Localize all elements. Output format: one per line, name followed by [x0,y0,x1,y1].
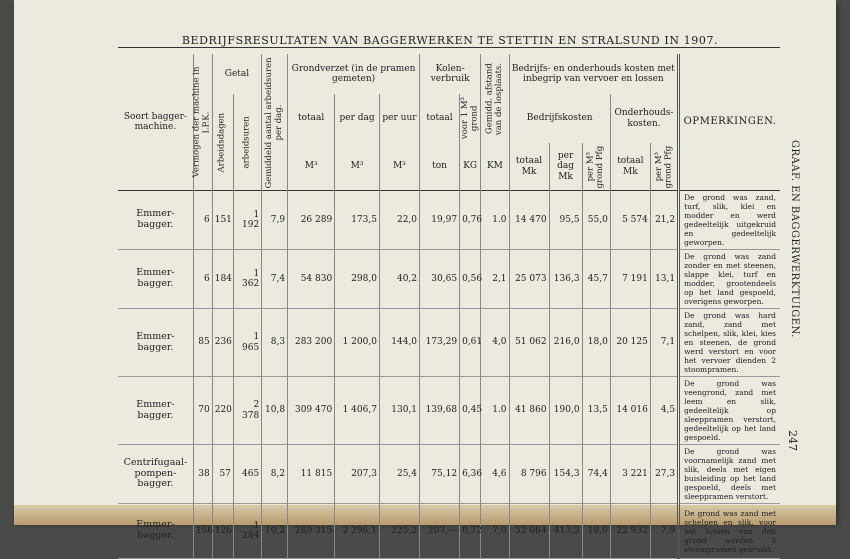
cell-remark: De grond was zand, turf, slik, klei en modder en werd gedeeltelijk uitgekruid en gedeeltelijk geworpen. [679,191,780,250]
cell-kolen-kg: 0,72 [460,504,481,559]
cell-gv-dag: 207,3 [335,445,380,504]
cell-kolen-ton: 173,29 [420,309,460,377]
cell-gem: 10,2 [262,504,288,559]
cell-vermogen: 6 [193,250,212,309]
cell-ok-totaal: 20 125 [610,309,650,377]
unit-ton: ton [420,143,460,190]
cell-machine: Centrifugaal-pompen-bagger. [123,456,188,490]
cell-dagen: 184 [212,250,233,309]
cell-gem: 7,4 [262,250,288,309]
cell-gv-totaal: 11 815 [288,445,335,504]
label-totaal: totaal [617,156,644,167]
cell-gv-dag: 2 296,1 [335,504,380,559]
results-table [118,54,780,559]
header-afstand: Gemidd. afstand van de losplaats. [481,54,509,143]
header-soort: Soort bagger-machine. [123,111,187,132]
cell-gv-totaal: 54 830 [288,250,335,309]
cell-kolen-ton: 139,68 [420,377,460,445]
cell-km: 7,0 [481,504,509,559]
unit-bk-dag [549,143,582,190]
cell-bk-totaal: 14 470 [509,191,549,250]
cell-dagen: 57 [212,445,233,504]
cell-gv-dag: 173,5 [335,191,380,250]
cell-kolen-ton: 207,— [420,504,460,559]
header-voor-m3: voor 1 M³ grond [460,94,481,143]
cell-uren: 1 192 [233,191,261,250]
header-arbeidsuren: arbeidsuren [233,94,261,191]
cell-gv-totaal: 283 200 [288,309,335,377]
cell-ok-totaal: 3 221 [610,445,650,504]
cell-remark: De grond was hard zand, zand met schelpen, slik, klei, kies en steenen, de grond werd verstort en voor het vervoer dienden 2 stoompramen. [679,309,780,377]
cell-bk-totaal: 25 073 [509,250,549,309]
cell-gem: 8,3 [262,309,288,377]
cell-dagen: 126 [212,504,233,559]
header-gv-per-dag: per dag [335,94,380,143]
cell-bk-totaal: 8 796 [509,445,549,504]
cell-km: 1.0 [481,377,509,445]
cell-bk-dag: 413,2 [549,504,582,559]
cell-ok-m3: 7,1 [650,309,678,377]
unit-m3-uur: M³ [379,143,419,190]
table-row [118,250,780,309]
cell-kolen-kg: 0,76 [460,191,481,250]
cell-vermogen: 70 [193,377,212,445]
cell-bk-dag: 154,3 [549,445,582,504]
cell-bk-dag: 190,0 [549,377,582,445]
cell-km: 4,0 [481,309,509,377]
cell-vermogen: 156 [193,504,212,559]
header-onderhoudskosten: Onderhouds-kosten. [610,94,678,143]
cell-ok-totaal: 14 016 [610,377,650,445]
cell-machine: Emmer-bagger. [136,267,175,289]
cell-gv-dag: 1 406,7 [335,377,380,445]
cell-kolen-ton: 30,65 [420,250,460,309]
cell-ok-m3: 4,5 [650,377,678,445]
cell-dagen: 151 [212,191,233,250]
cell-vermogen: 85 [193,309,212,377]
header-kolen-totaal: totaal [420,94,460,143]
cell-ok-m3: 27,3 [650,445,678,504]
cell-bk-m3: 13,5 [582,377,610,445]
cell-gv-uur: 144,0 [379,309,419,377]
cell-bk-totaal: 51 062 [509,309,549,377]
unit-pfg: Pfg [595,145,606,161]
label-per-dag: per dag [557,151,574,172]
header-getal: Getal [212,54,261,94]
unit-mk: Mk [558,171,573,182]
cell-gv-uur: 22,0 [379,191,419,250]
unit-mk: Mk [521,166,537,177]
cell-kolen-ton: 75,12 [420,445,460,504]
cell-remark: De grond was voornamelijk zand met slik, deels met eigen buisleiding op het land gespoeld, deels met sleeppramen verstort. [679,445,780,504]
cell-gv-uur: 25,4 [379,445,419,504]
cell-gv-dag: 298,0 [335,250,380,309]
header-kolenverbruik: Kolen-verbruik [420,54,481,94]
header-grondverzet: Grondverzet (in de pramen gemeten) [288,54,420,94]
cell-ok-totaal: 5 574 [610,191,650,250]
cell-km: 1.0 [481,191,509,250]
label-totaal: totaal [515,156,543,167]
unit-pfg: Pfg [663,145,674,161]
header-bedrijfskosten: Bedrijfskosten [509,94,610,143]
page-title: BEDRIJFSRESULTATEN VAN BAGGERWERKEN TE STETTIN EN STRALSUND IN 1907. [181,34,719,47]
cell-bk-totaal: 41 860 [509,377,549,445]
cell-kolen-kg: 0,61 [460,309,481,377]
cell-uren: 1 362 [233,250,261,309]
cell-gv-uur: 225,2 [379,504,419,559]
cell-kolen-ton: 19,97 [420,191,460,250]
unit-km: KM [481,143,509,190]
table-row [118,191,780,250]
cell-uren: 1 965 [233,309,261,377]
title-rule [118,47,780,48]
unit-kg: KG [460,143,481,190]
label-per-m3: per M³ grond [585,152,606,189]
label-per-m3: per M³ grond [654,152,674,189]
cell-bk-m3: 18,0 [582,504,610,559]
table-row [118,377,780,445]
cell-km: 4,6 [481,445,509,504]
cell-bk-dag: 216,0 [549,309,582,377]
cell-vermogen: 6 [193,191,212,250]
cell-gv-uur: 40,2 [379,250,419,309]
cell-gem: 10,8 [262,377,288,445]
header-gv-per-uur: per uur [379,94,419,143]
cell-remark: De grond was zand zonder en met steenen, slappe klei, turf en modder, grootendeels op het land gespoeld, overigens geworpen. [679,250,780,309]
cell-bk-m3: 45,7 [582,250,610,309]
cell-bk-m3: 18,0 [582,309,610,377]
cell-gv-uur: 130,1 [379,377,419,445]
header-gemiddeld: Gemiddeld aantal arbeidsuren per dag. [262,54,288,191]
cell-bk-totaal: 52 064 [509,504,549,559]
cell-gv-totaal: 289 315 [288,504,335,559]
cell-ok-totaal: 7 191 [610,250,650,309]
unit-ok-m3 [650,143,678,190]
cell-gv-totaal: 26 289 [288,191,335,250]
cell-machine: Emmer-bagger. [136,330,175,353]
cell-kolen-kg: 0,45 [460,377,481,445]
cell-bk-dag: 95,5 [549,191,582,250]
header-arbeidsdagen: Arbeidsdagen [212,94,233,191]
cell-dagen: 220 [212,377,233,445]
page-number: 247 [786,430,799,451]
table-row [118,309,780,377]
cell-gem: 8,2 [262,445,288,504]
cell-gem: 7,9 [262,191,288,250]
cell-bk-dag: 136,3 [549,250,582,309]
cell-remark: De grond was veengrond, zand met leem en slik, gedeeltelijk op sleeppramen verstort, gedeeltelijk op het land gespoeld. [679,377,780,445]
cell-kolen-kg: 6,36 [460,445,481,504]
unit-mk: Mk [622,166,638,177]
table-row [118,504,780,559]
cell-machine: Emmer-bagger. [136,519,175,541]
cell-vermogen: 38 [193,445,212,504]
cell-bk-m3: 74,4 [582,445,610,504]
cell-ok-m3: 21,2 [650,191,678,250]
cell-remark: De grond was zand met schelpen en slik, voor het lossen van den grond werden 3 stoompramen gebruikt. [679,504,780,559]
cell-uren: 465 [233,445,261,504]
cell-gv-dag: 1 200,0 [335,309,380,377]
cell-gv-totaal: 309 470 [288,377,335,445]
header-gv-totaal: totaal [288,94,335,143]
running-head: GRAAF. EN BAGGERWERKTUIGEN. [789,140,800,338]
unit-ok-totaal [610,143,650,190]
table-row [118,445,780,504]
cell-machine: Emmer-bagger. [136,398,175,421]
unit-bk-m3 [582,143,610,190]
unit-bk-totaal [509,143,549,190]
cell-dagen: 236 [212,309,233,377]
cell-ok-m3: 7,9 [650,504,678,559]
cell-uren: 1 284 [233,504,261,559]
cell-machine: Emmer-bagger. [136,208,175,230]
header-vermogen: Vermogen der machine in I.P.K. [193,54,212,191]
header-kosten: Bedrijfs- en onderhouds kosten met inbegrip van vervoer en lossen [509,54,679,94]
unit-m3-dag: M³ [335,143,380,190]
cell-uren: 2 378 [233,377,261,445]
cell-bk-m3: 55,0 [582,191,610,250]
cell-ok-totaal: 22 932 [610,504,650,559]
cell-ok-m3: 13,1 [650,250,678,309]
header-opmerkingen: OPMERKINGEN. [679,54,780,191]
unit-m3-totaal: M³ [288,143,335,190]
cell-kolen-kg: 0,56 [460,250,481,309]
cell-km: 2,1 [481,250,509,309]
